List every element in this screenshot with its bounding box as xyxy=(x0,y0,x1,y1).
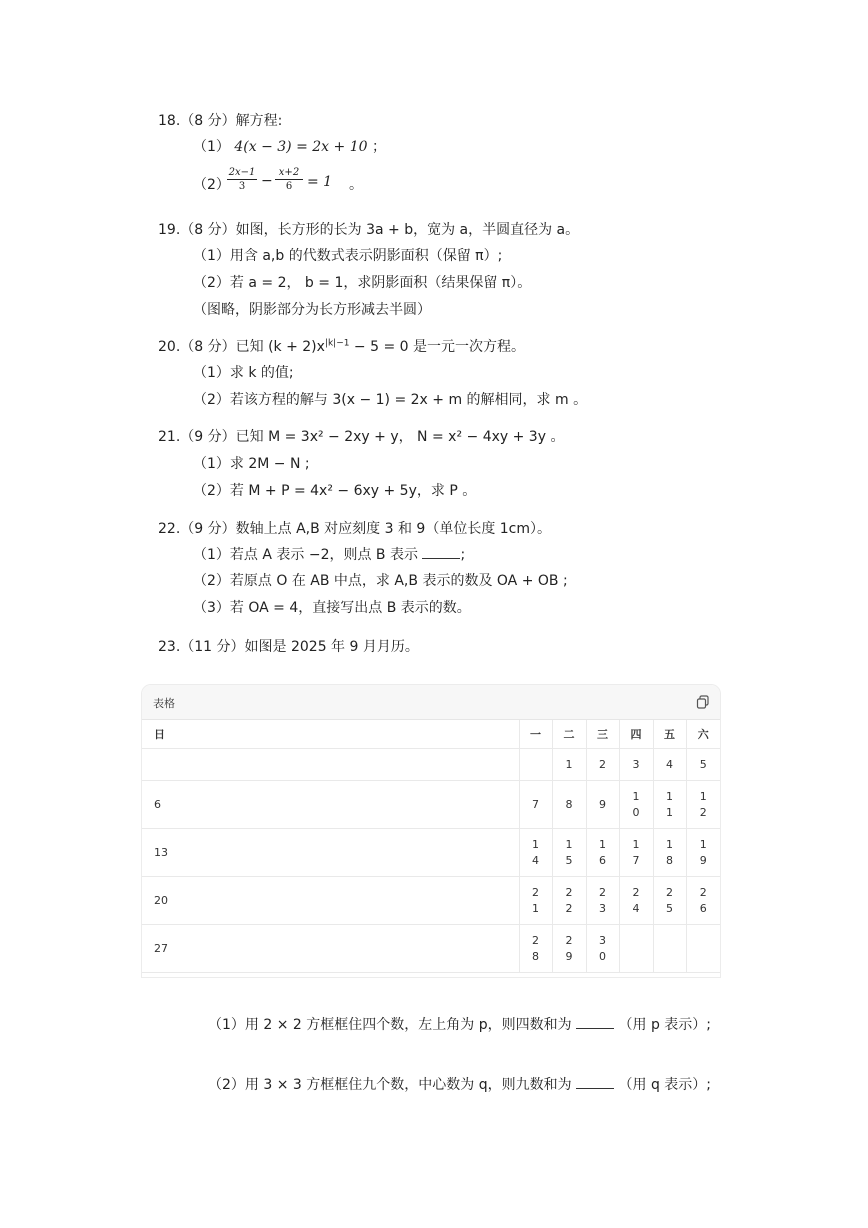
fraction-1-numerator: 2x−1 xyxy=(228,167,256,178)
table-cell: 4 xyxy=(653,749,686,781)
q21-part1: （1）求 2M − N ; xyxy=(193,456,310,472)
table-cell: 16 xyxy=(586,829,619,877)
table-cell: 13 xyxy=(142,829,519,877)
q19-heading: 19.（8 分）如图，长方形的长为 3a + b，宽为 a，半圆直径为 a。 xyxy=(158,222,580,238)
q19-part1: （1）用含 a,b 的代数式表示阴影面积（保留 π）; xyxy=(193,248,503,264)
table-row xyxy=(142,829,720,877)
table-cell: 19 xyxy=(686,829,720,877)
col-header-tue: 二 xyxy=(552,720,586,749)
answer-blank xyxy=(576,1077,614,1089)
q18-part2-end: 。 xyxy=(349,177,363,193)
q22-part2: （2）若原点 O 在 AB 中点，求 A,B 表示的数及 OA + OB ; xyxy=(193,573,568,589)
table-cell: 30 xyxy=(586,925,619,973)
q20-heading-post: − 5 = 0 是一元一次方程。 xyxy=(349,339,526,355)
table-cell: 10 xyxy=(619,781,653,829)
q18-part1 xyxy=(193,136,386,156)
fraction-2 xyxy=(275,166,303,194)
fraction-2-denominator: 6 xyxy=(285,181,293,192)
col-header-mon: 一 xyxy=(519,720,552,749)
table-cell: 12 xyxy=(686,781,720,829)
copy-icon[interactable] xyxy=(696,694,710,708)
table-cell: 29 xyxy=(552,925,586,973)
answer-blank xyxy=(422,547,460,559)
table-cell: 7 xyxy=(519,781,552,829)
q23-part1-text: （1）用 2 × 2 方框框住四个数，左上角为 p，则四数和为 xyxy=(208,1017,572,1033)
col-header-thu: 四 xyxy=(619,720,653,749)
table-cell: 17 xyxy=(619,829,653,877)
table-cell: 22 xyxy=(552,877,586,925)
calendar-table xyxy=(142,720,720,973)
table-cell: 3 xyxy=(619,749,653,781)
q21-part2: （2）若 M + P = 4x² − 6xy + 5y，求 P 。 xyxy=(193,483,477,499)
table-cell xyxy=(519,749,552,781)
q20-part1: （1）求 k 的值; xyxy=(193,365,294,381)
q23-part1-end: （用 p 表示）; xyxy=(618,1017,712,1033)
q20-exponent: |k|−1 xyxy=(324,338,350,349)
col-header-sat: 六 xyxy=(686,720,720,749)
col-header-fri: 五 xyxy=(653,720,686,749)
fraction-2-numerator: x+2 xyxy=(275,166,303,180)
table-cell xyxy=(619,925,653,973)
table-cell: 1 xyxy=(552,749,586,781)
table-cell: 11 xyxy=(653,781,686,829)
answer-blank xyxy=(576,1017,614,1029)
table-row xyxy=(142,781,720,829)
q23-part2-text: （2）用 3 × 3 方框框住九个数，中心数为 q，则九数和为 xyxy=(208,1077,572,1093)
q23-part2 xyxy=(208,1074,711,1094)
table-cell: 15 xyxy=(552,829,586,877)
q23-part1 xyxy=(208,1014,711,1034)
q22-part3: （3）若 OA = 4，直接写出点 B 表示的数。 xyxy=(193,600,471,616)
table-cell: 21 xyxy=(519,877,552,925)
table-row xyxy=(142,749,720,781)
q18-part1-end: ； xyxy=(371,139,386,155)
table-title: 表格 xyxy=(153,697,175,710)
table-header-bar xyxy=(142,685,720,720)
table-cell: 25 xyxy=(653,877,686,925)
table-cell: 8 xyxy=(552,781,586,829)
q19-note: （图略，阴影部分为长方形减去半圆） xyxy=(193,302,431,318)
table-header-row xyxy=(142,720,720,749)
col-header-wed: 三 xyxy=(586,720,619,749)
col-header-sun: 日 xyxy=(142,720,519,749)
q22-part1-text: （1）若点 A 表示 −2，则点 B 表示 xyxy=(193,547,418,563)
table-cell: 27 xyxy=(142,925,519,973)
table-cell: 6 xyxy=(142,781,519,829)
table-cell xyxy=(653,925,686,973)
table-cell: 26 xyxy=(686,877,720,925)
table-cell xyxy=(142,749,519,781)
table-cell: 18 xyxy=(653,829,686,877)
q22-part1-end: ; xyxy=(460,547,466,563)
q23-heading: 23.（11 分）如图是 2025 年 9 月月历。 xyxy=(158,639,419,655)
q22-part1 xyxy=(193,544,465,564)
table-row xyxy=(142,925,720,973)
q21-heading: 21.（9 分）已知 M = 3x² − 2xy + y， N = x² − 4xy + 3y 。 xyxy=(158,429,565,445)
table-cell: 20 xyxy=(142,877,519,925)
q18-part1-label: （1） xyxy=(193,139,230,155)
table-cell: 9 xyxy=(586,781,619,829)
table-cell: 14 xyxy=(519,829,552,877)
q20-heading-pre: 20.（8 分）已知 (k + 2)x xyxy=(158,339,325,355)
q20-part2: （2）若该方程的解与 3(x − 1) = 2x + m 的解相同，求 m 。 xyxy=(193,392,588,408)
fraction-1-denominator: 3 xyxy=(238,181,246,192)
table-cell: 23 xyxy=(586,877,619,925)
calendar-table-card xyxy=(141,684,721,978)
fraction-1 xyxy=(227,166,257,194)
q23-part2-end: （用 q 表示）; xyxy=(618,1077,712,1093)
q22-heading: 22.（9 分）数轴上点 A,B 对应刻度 3 和 9（单位长度 1cm）。 xyxy=(158,521,552,537)
q18-heading: 18.（8 分）解方程: xyxy=(158,113,283,129)
table-cell: 24 xyxy=(619,877,653,925)
q18-part1-equation: 4(x − 3) = 2x + 10 xyxy=(234,139,368,155)
table-row xyxy=(142,877,720,925)
table-cell: 28 xyxy=(519,925,552,973)
q18-part2-label: （2） xyxy=(193,177,230,193)
q18-part2-rhs: = 1 xyxy=(307,174,333,190)
table-cell: 2 xyxy=(586,749,619,781)
minus-sign: − xyxy=(261,173,273,189)
q19-part2: （2）若 a = 2， b = 1，求阴影面积（结果保留 π）。 xyxy=(193,275,532,291)
q20-heading xyxy=(158,336,525,356)
table-cell: 5 xyxy=(686,749,720,781)
table-cell xyxy=(686,925,720,973)
